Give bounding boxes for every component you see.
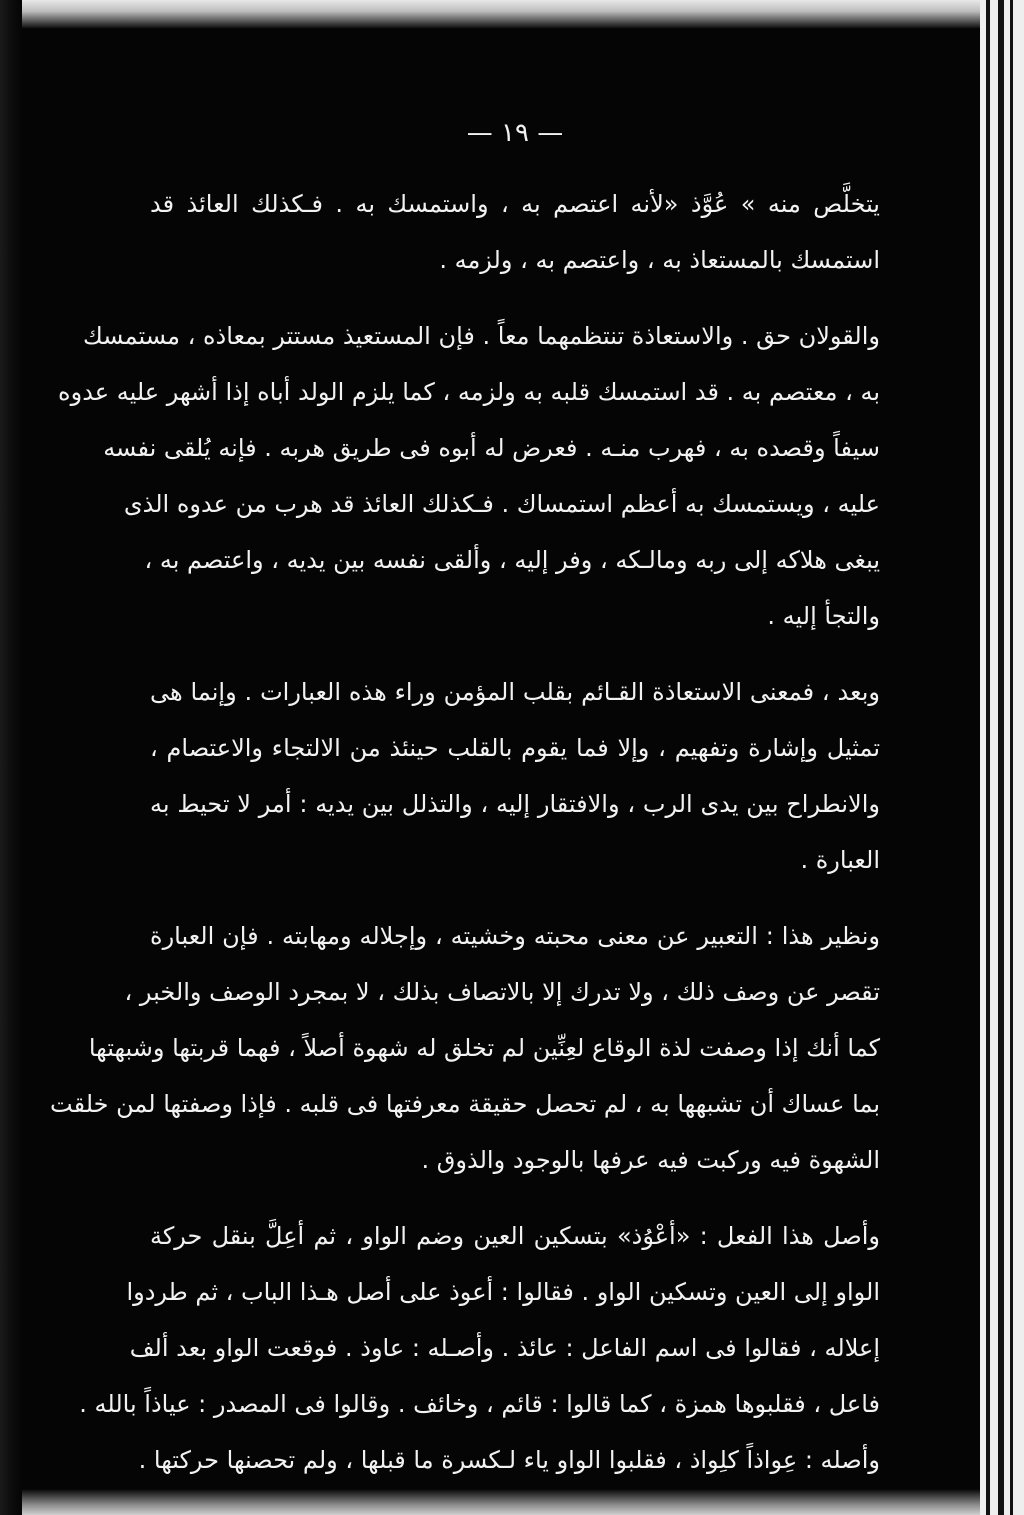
- scan-bottom-edge: [0, 1489, 1024, 1515]
- text-line: يبغى هلاكه إلى ربه ومالـكه ، وفر إليه ، وألقى نفسه بين يديه ، واعتصم به ،: [144, 546, 880, 574]
- text-line: كما أنك إذا وصفت لذة الوقاع لعِنِّين لم تخلق له شهوة أصلاً ، فهما قربتها وشبهتها: [88, 1034, 880, 1062]
- text-line: تمثيل وإشارة وتفهيم ، وإلا فما يقوم بالقلب حينئذ من الالتجاء والاعتصام ،: [150, 734, 880, 762]
- text-line: الشهوة فيه وركبت فيه عرفها بالوجود والذوق .: [421, 1146, 880, 1174]
- text-line: بما عساك أن تشبهها به ، لم تحصل حقيقة معرفتها فى قلبه . فإذا وصفتها لمن خلقت: [50, 1090, 880, 1118]
- scan-right-edge: [980, 0, 1024, 1515]
- text-line: يتخلَّص منه » عُوَّذ «لأنه اعتصم به ، واستمسك به . فـكذلك العائذ قد: [150, 190, 880, 218]
- text-line: عليه ، ويستمسك به أعظم استمساك . فـكذلك العائذ قد هرب من عدوه الذى: [123, 490, 880, 518]
- text-line: فاعل ، فقلبوها همزة ، كما قالوا : قائم ، وخائف . وقالوا فى المصدر : عياذاً بالله .: [79, 1390, 880, 1418]
- text-line: سيفاً وقصده به ، فهرب منـه . فعرض له أبوه فى طريق هربه . فإنه يُلقى نفسه: [103, 434, 880, 462]
- page-number: — ١٩ —: [466, 118, 564, 148]
- text-line: وبعد ، فمعنى الاستعاذة القـائم بقلب المؤمن وراء هذه العبارات . وإنما هى: [150, 678, 880, 706]
- text-line: ونظير هذا : التعبير عن معنى محبته وخشيته ، وإجلاله ومهابته . فإن العبارة: [150, 922, 880, 950]
- text-line: استمسك بالمستعاذ به ، واعتصم به ، ولزمه .: [439, 246, 880, 274]
- text-line: وأصله : عِواذاً كلِواذ ، فقلبوا الواو ياء لـكسرة ما قبلها ، ولم تحصنها حركتها .: [138, 1446, 880, 1474]
- paragraph-2: [58, 308, 880, 644]
- paragraph-4: [50, 908, 880, 1188]
- scan-left-edge: [0, 0, 22, 1515]
- paragraph-1: [150, 176, 880, 288]
- paragraph-5: [79, 1208, 880, 1488]
- text-line: الواو إلى العين وتسكين الواو . فقالوا : أعوذ على أصل هـذا الباب ، ثم طردوا: [126, 1278, 880, 1306]
- scan-top-edge: [0, 0, 1024, 28]
- text-line: والتجأ إليه .: [767, 602, 880, 630]
- paragraph-3: [150, 664, 880, 888]
- text-line: العبارة .: [800, 846, 880, 874]
- text-line: به ، معتصم به . قد استمسك قلبه به ولزمه ، كما يلزم الولد أباه إذا أشهر عليه عدوه: [58, 378, 880, 406]
- text-line: إعلاله ، فقالوا فى اسم الفاعل : عائذ . وأصـله : عاوذ . فوقعت الواو بعد ألف: [129, 1334, 880, 1362]
- text-line: والانطراح بين يدى الرب ، والافتقار إليه ، والتذلل بين يديه : أمر لا تحيط به: [150, 790, 880, 818]
- text-line: تقصر عن وصف ذلك ، ولا تدرك إلا بالاتصاف بذلك ، لا بمجرد الوصف والخبر ،: [124, 978, 880, 1006]
- text-line: والقولان حق . والاستعاذة تنتظمهما معاً . فإن المستعيذ مستتر بمعاذه ، مستمسك: [82, 322, 880, 350]
- text-line: وأصل هذا الفعل : «أعْوُذ» بتسكين العين وضم الواو ، ثم أعِلَّ بنقل حركة: [150, 1222, 880, 1250]
- book-page: [50, 110, 880, 1474]
